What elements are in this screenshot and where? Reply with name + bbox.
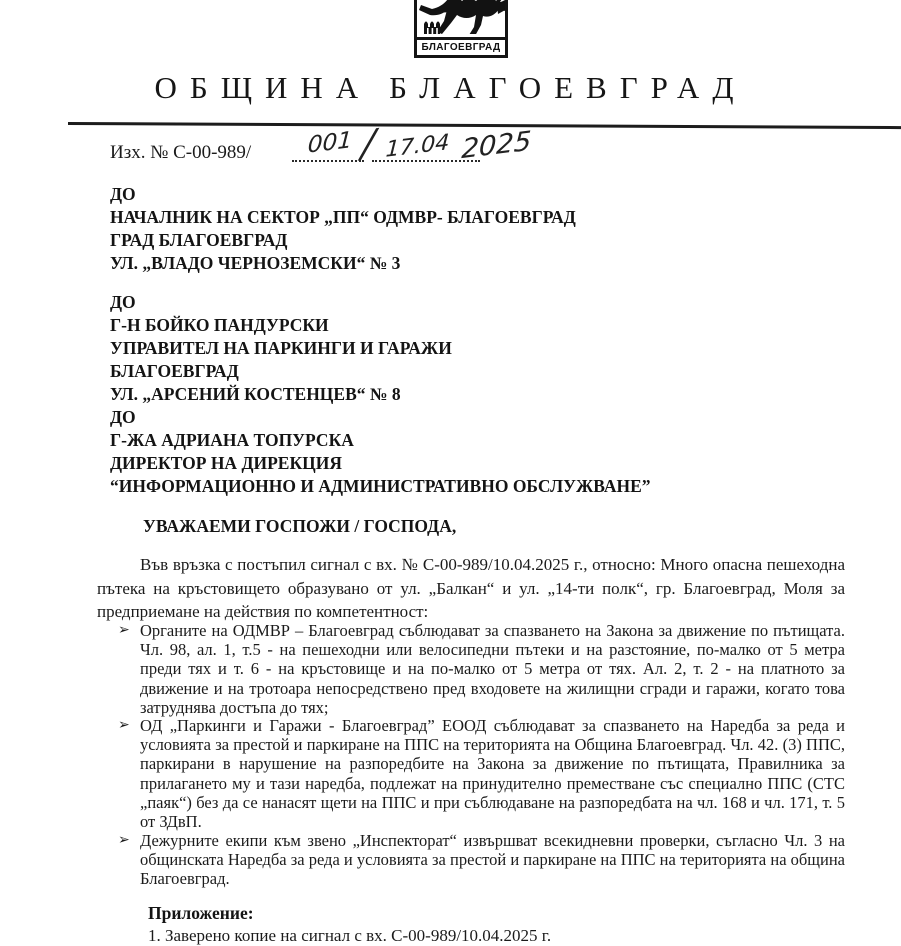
attachment-heading: Приложение: xyxy=(148,903,254,923)
ref-number-prefix: Изх. № С-00-989/ xyxy=(110,142,252,163)
recipient-line: ДО xyxy=(110,184,136,204)
intro-paragraph: Във връзка с постъпил сигнал с вх. № С-00-989/10.04.2025 г., относно: Много опасна пешеходна пътека на кръстовището образувано от ул. „Балкан“ и ул. „14-ти полк“, гр. Благоевград, Моля за предприемане на действия по компетентност: xyxy=(97,555,845,621)
dotted-line xyxy=(292,160,364,162)
recipient-block-pandurski xyxy=(110,291,452,406)
emblem-label: БЛАГОЕВГРАД xyxy=(417,37,505,55)
bullet-text: Органите на ОДМВР – Благоевград съблюдават за спазването на Закона за движение по пътищата. Чл. 98, ал. 1, т.5 - на пешеходни или велосипедни пътеки и на разстояние, по-малко от 5 метра преди тях и т. 6 - на кръстовище и на по-малко от 5 метра от тях. Ал. 2, т. 2 - на платното за движение и на тротоара непосредствено пред входовете на жилищни сгради и гаражи, когато това затруднява достъпа до тях; xyxy=(140,621,845,717)
recipient-line: ДИРЕКТОР НА ДИРЕКЦИЯ xyxy=(110,453,343,473)
handwritten-date: 17.04 xyxy=(384,130,451,163)
letterhead-divider xyxy=(68,122,901,129)
handwritten-year: 2025 xyxy=(460,125,533,166)
bullet-text: Дежурните екипи към звено „Инспекторат“ извършват всекидневни проверки, съгласно Чл. 3 на общинската Наредба за реда и условията за престой и паркиране на ППС на територията на община Благоевград. xyxy=(140,831,845,889)
list-item xyxy=(118,716,845,831)
title-word-obshtina: ОБЩИНА xyxy=(154,70,372,105)
recipient-line: Г-Н БОЙКО ПАНДУРСКИ xyxy=(110,315,329,335)
recipient-line: УЛ. „ВЛАДО ЧЕРНОЗЕМСКИ“ № 3 xyxy=(110,253,401,273)
recipient-line: ГРАД БЛАГОЕВГРАД xyxy=(110,230,288,250)
handwritten-ref-number: 001 xyxy=(307,127,353,159)
arrow-bullet-icon: ➢ xyxy=(118,832,130,848)
attachment-item: 1. Заверено копие на сигнал с вх. С-00-989/10.04.2025 г. xyxy=(148,926,552,945)
list-item xyxy=(118,621,845,717)
recipient-line: ДО xyxy=(110,407,136,427)
list-item xyxy=(118,831,845,889)
arrow-bullet-icon: ➢ xyxy=(118,622,130,638)
recipient-block-odmvr xyxy=(110,183,576,275)
recipient-line: ДО xyxy=(110,292,136,312)
recipient-line: УЛ. „АРСЕНИЙ КОСТЕНЦЕВ“ № 8 xyxy=(110,384,401,404)
title-word-blagoevgrad: БЛАГОЕВГРАД xyxy=(389,70,747,105)
recipient-line: БЛАГОЕВГРАД xyxy=(110,361,239,381)
recipient-line: НАЧАЛНИК НА СЕКТОР „ПП“ ОДМВР- БЛАГОЕВГРАД xyxy=(110,207,576,227)
salutation: УВАЖАЕМИ ГОСПОЖИ / ГОСПОДА, xyxy=(143,516,457,536)
recipient-line: УПРАВИТЕЛ НА ПАРКИНГИ И ГАРАЖИ xyxy=(110,338,452,358)
outgoing-ref-line xyxy=(110,121,590,184)
municipality-emblem xyxy=(414,0,508,58)
handwritten-slash: / xyxy=(359,121,377,166)
arrow-bullet-icon: ➢ xyxy=(118,717,130,733)
recipient-block-topurska xyxy=(110,406,651,498)
bullet-text: ОД „Паркинги и Гаражи - Благоевград” ЕООД съблюдават за спазването на Наредба за реда и условията за престой и паркиране на ППС на територията на Община Благоевград. Чл. 42. (3) ППС, паркирани в нарушение на разпоредбите на Закона за движение по пътищата, Правилника за прилагането му и тази наредба, подлежат на принудително преместване със специално ППС (СТС „паяк“) без да се нанасят щети на ППС и при съблюдаване на разпоредбата на чл. 168 и чл. 171, т. 5 от ЗДвП. xyxy=(140,716,845,832)
letterhead-title xyxy=(0,70,901,106)
recipient-line: “ИНФОРМАЦИОННО И АДМИНИСТРАТИВНО ОБСЛУЖВАНЕ” xyxy=(110,476,651,496)
recipient-line: Г-ЖА АДРИАНА ТОПУРСКА xyxy=(110,430,354,450)
horse-coat-of-arms-icon xyxy=(417,0,505,34)
